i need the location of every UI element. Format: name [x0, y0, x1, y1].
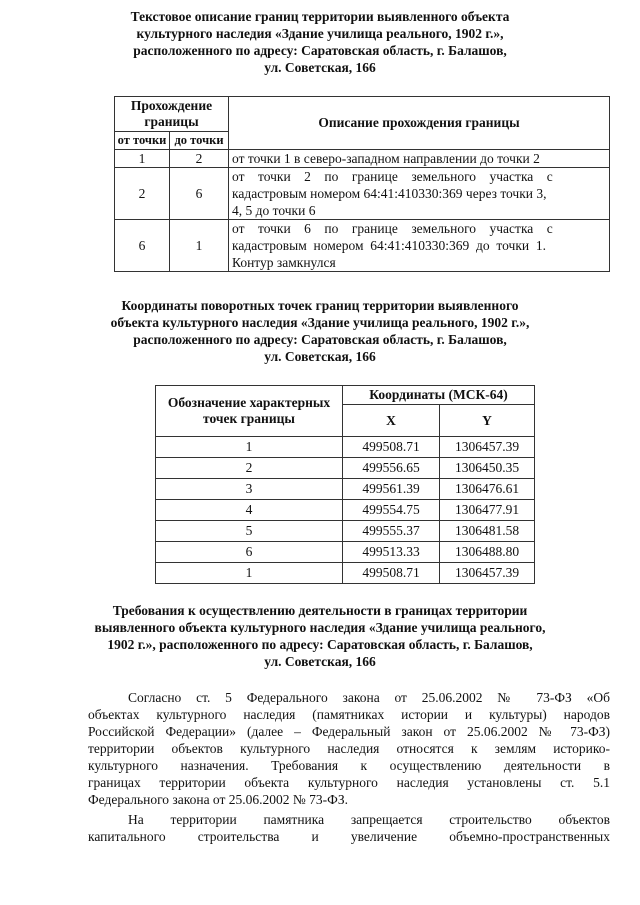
paragraph-line: культурного назначения. Требования к осуществлению деятельности в — [88, 758, 610, 773]
title-line: ул. Советская, 166 — [264, 349, 376, 364]
from-point-cell: 1 — [115, 150, 170, 168]
from-point-cell: 6 — [115, 220, 170, 272]
description-line: Контур замкнулся — [232, 255, 336, 270]
table-row — [115, 150, 610, 168]
y-cell: 1306477.91 — [440, 500, 535, 521]
from-point-cell: 2 — [115, 168, 170, 220]
table-row — [156, 479, 535, 500]
table-row — [156, 542, 535, 563]
title-line: Текстовое описание границ территории выявленного объекта — [130, 9, 510, 24]
point-cell: 1 — [156, 437, 343, 458]
header-from-point: от точки — [115, 132, 170, 150]
title-line: объекта культурного наследия «Здание училища реального, 1902 г.», — [110, 315, 530, 330]
section2-title — [80, 297, 560, 365]
paragraph-line: Федерального закона от 25.06.2002 № 73-ФЗ. — [88, 792, 348, 807]
paragraph-line: На территории памятника запрещается строительство объектов — [128, 812, 610, 827]
description-line: от точки 1 в северо-западном направлении до точки 2 — [232, 151, 540, 166]
point-cell: 2 — [156, 458, 343, 479]
description-cell — [229, 150, 610, 168]
x-cell: 499554.75 — [343, 500, 440, 521]
table-row — [156, 458, 535, 479]
header-to-point: до точки — [170, 132, 229, 150]
to-point-cell: 2 — [170, 150, 229, 168]
description-cell — [229, 168, 610, 220]
header-description: Описание прохождения границы — [229, 97, 610, 150]
point-cell: 6 — [156, 542, 343, 563]
point-cell: 3 — [156, 479, 343, 500]
x-cell: 499561.39 — [343, 479, 440, 500]
y-cell: 1306481.58 — [440, 521, 535, 542]
paragraph-line: объектах культурного наследия (памятниках истории и культуры) народов — [88, 707, 610, 722]
x-cell: 499556.65 — [343, 458, 440, 479]
table-row — [156, 500, 535, 521]
description-line: кадастровым номером 64:41:410330:369 до точки 1. — [232, 238, 546, 253]
point-cell: 5 — [156, 521, 343, 542]
paragraph-line: территории объектов культурного наследия относятся к землям историко- — [88, 741, 610, 756]
section3-title — [80, 602, 560, 670]
prohibition-paragraph — [88, 811, 610, 845]
title-line: ул. Советская, 166 — [264, 60, 376, 75]
table-row — [115, 168, 610, 220]
requirements-paragraph — [88, 689, 610, 808]
title-line: культурного наследия «Здание училища реального, 1902 г.», — [136, 26, 504, 41]
title-line: 1902 г.», расположенного по адресу: Саратовская область, г. Балашов, — [107, 637, 533, 652]
x-cell: 499508.71 — [343, 563, 440, 584]
description-line: от точки 2 по границе земельного участка с — [232, 169, 553, 184]
y-cell: 1306476.61 — [440, 479, 535, 500]
x-cell: 499508.71 — [343, 437, 440, 458]
section1-title — [80, 8, 560, 76]
description-line: от точки 6 по границе земельного участка с — [232, 221, 553, 236]
title-line: расположенного по адресу: Саратовская область, г. Балашов, — [133, 43, 507, 58]
title-line: Требования к осуществлению деятельности в границах территории — [112, 603, 528, 618]
y-cell: 1306457.39 — [440, 563, 535, 584]
description-line: 4, 5 до точки 6 — [232, 203, 316, 218]
header-y: Y — [440, 405, 535, 437]
description-line: кадастровым номером 64:41:410330:369 через точки 3, — [232, 186, 547, 201]
point-cell: 4 — [156, 500, 343, 521]
to-point-cell: 1 — [170, 220, 229, 272]
description-cell — [229, 220, 610, 272]
table-row — [156, 521, 535, 542]
table-row — [115, 220, 610, 272]
y-cell: 1306457.39 — [440, 437, 535, 458]
title-line: расположенного по адресу: Саратовская область, г. Балашов, — [133, 332, 507, 347]
header-x: X — [343, 405, 440, 437]
boundary-description-table — [114, 96, 610, 272]
paragraph-line: границах территории объекта культурного наследия установлены ст. 5.1 — [88, 775, 610, 790]
title-line: Координаты поворотных точек границ территории выявленного — [121, 298, 519, 313]
y-cell: 1306488.80 — [440, 542, 535, 563]
table-row — [156, 437, 535, 458]
x-cell: 499555.37 — [343, 521, 440, 542]
paragraph-line: Согласно ст. 5 Федерального закона от 25.06.2002 № 73-ФЗ «Об — [128, 690, 610, 705]
table-row — [156, 563, 535, 584]
title-line: выявленного объекта культурного наследия «Здание училища реального, — [94, 620, 546, 635]
header-point-designation: Обозначение характерных точек границы — [156, 386, 343, 437]
point-cell: 1 — [156, 563, 343, 584]
coordinates-table — [155, 385, 535, 584]
title-line: ул. Советская, 166 — [264, 654, 376, 669]
y-cell: 1306450.35 — [440, 458, 535, 479]
paragraph-line: капитального строительства и увеличение объемно-пространственных — [88, 829, 610, 844]
header-coordinates: Координаты (МСК-64) — [343, 386, 535, 405]
header-passage: Прохождение границы — [115, 97, 229, 132]
paragraph-line: Российской Федерации» (далее – Федеральный закон от 25.06.2002 № 73-ФЗ) — [88, 724, 610, 739]
to-point-cell: 6 — [170, 168, 229, 220]
x-cell: 499513.33 — [343, 542, 440, 563]
